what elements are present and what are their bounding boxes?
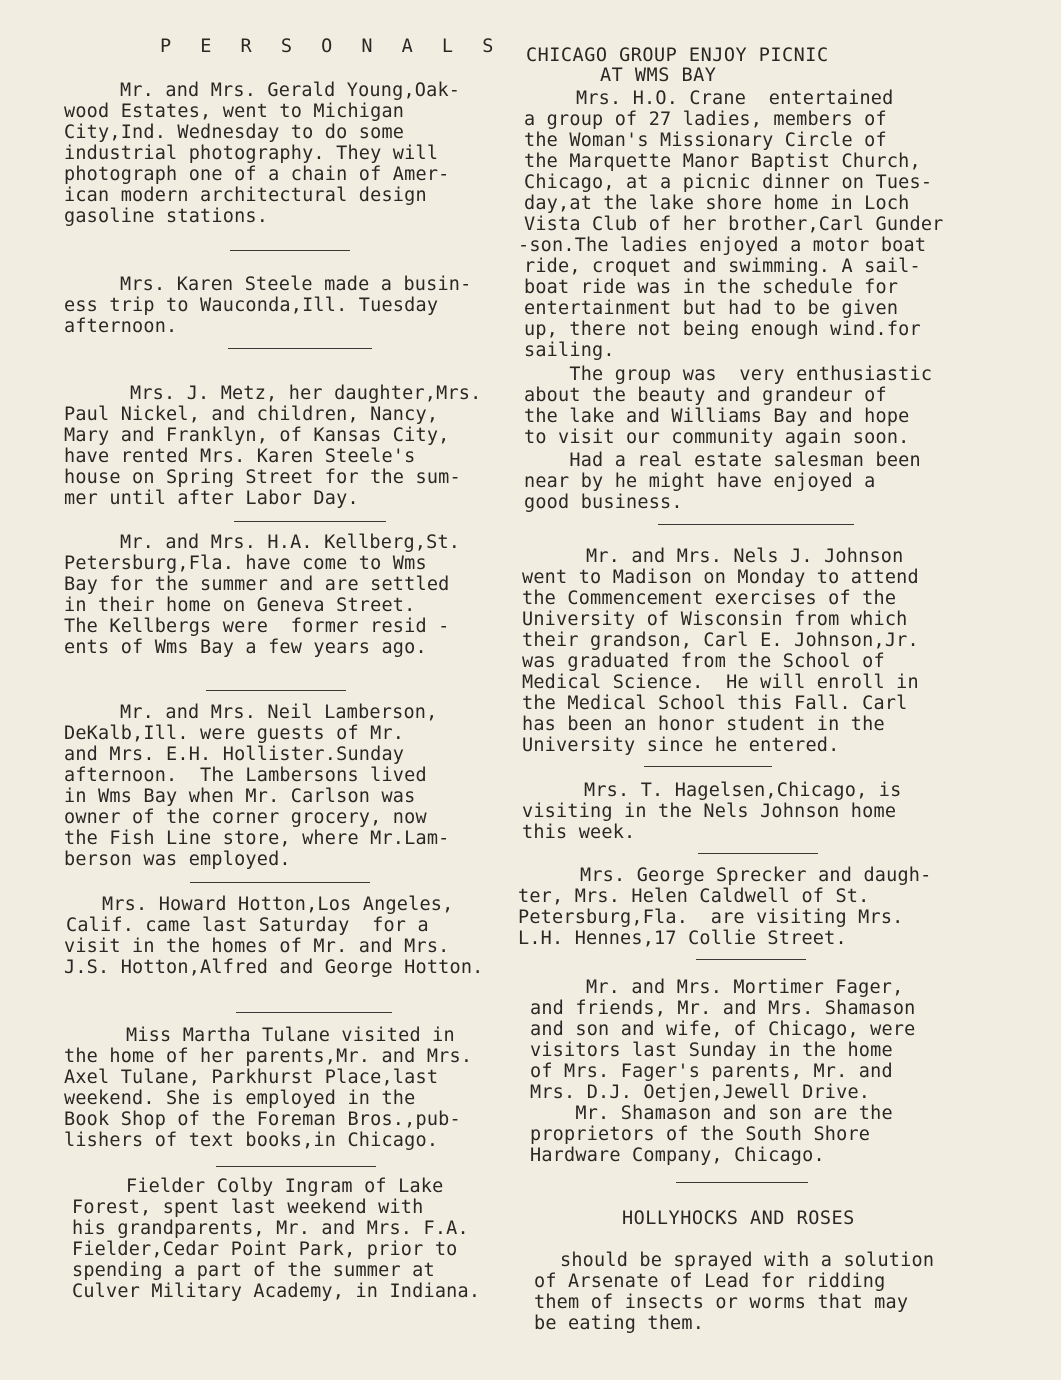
metz-line: mer until after Labor Day. [64,488,359,509]
metz-line: Paul Nickel, and children, Nancy, [64,404,439,425]
picnic-line: day,at the lake shore home in Loch [524,193,910,214]
picnic-line: ride, croquet and swimming. A sail- [524,256,921,277]
lamberson-line: in Wms Bay when Mr. Carlson was [64,786,416,807]
kellberg-line: The Kellbergs were former resid - [64,616,450,637]
separator-rule [190,882,370,883]
separator-rule [234,521,386,522]
separator-rule [230,250,350,251]
lamberson-line: afternoon. The Lambersons lived [64,765,427,786]
picnic-line: good business. [524,492,683,513]
kellberg-line: in their home on Geneva Street. [64,595,416,616]
ingram-line: Forest, spent last weekend with [72,1197,424,1218]
picnic-line: Vista Club of her brother,Carl Gunder [524,214,944,235]
metz-line: house on Spring Street for the sum- [64,467,461,488]
steele-line: afternoon. [64,316,178,337]
picnic-line: the Marquette Manor Baptist Church, [524,151,921,172]
ingram-line: Culver Military Academy, in Indiana. [72,1281,481,1302]
ingram-line: Fielder,Cedar Point Park, prior to [72,1239,458,1260]
hotton-line: Calif. came last Saturday for a [66,915,429,936]
ingram-line: his grandparents, Mr. and Mrs. F.A. [72,1218,469,1239]
fager-line: visitors last Sunday in the home [530,1040,893,1061]
hollyhocks-heading: HOLLYHOCKS AND ROSES [622,1208,855,1229]
tulane-line: Miss Martha Tulane visited in [126,1025,455,1046]
johnson-line: the Commencement exercises of the [522,588,897,609]
fager-line: and friends, Mr. and Mrs. Shamason [530,998,916,1019]
hagelsen-line: visiting in the Nels Johnson home [522,801,897,822]
picnic-line: Had a real estate salesman been [524,450,921,471]
lamberson-line: Mr. and Mrs. Neil Lamberson, [120,702,438,723]
separator-rule [228,348,372,349]
johnson-line: went to Madison on Monday to attend [522,567,919,588]
johnson-line: Mr. and Mrs. Nels J. Johnson [586,546,904,567]
fager-line: and son and wife, of Chicago, were [530,1019,916,1040]
kellberg-line: Petersburg,Fla. have come to Wms [64,553,427,574]
lamberson-line: berson was employed. [64,849,291,870]
johnson-line: University of Wisconsin from which [522,609,908,630]
picnic-line: near by he might have enjoyed a [524,471,876,492]
tulane-line: weekend. She is employed in the [64,1088,416,1109]
lamberson-line: the Fish Line store, where Mr.Lam- [64,828,450,849]
tulane-line: Axel Tulane, Parkhurst Place,last [64,1067,439,1088]
picnic-line: -son.The ladies enjoyed a motor boat [518,235,927,256]
johnson-line: has been an honor student in the [522,714,885,735]
picnic-line: a group of 27 ladies, members of [524,109,887,130]
fager-line: Mr. Shamason and son are the [530,1103,893,1124]
fager-line: Mrs. D.J. Oetjen,Jewell Drive. [530,1082,871,1103]
hollyhocks-line: be eating them. [534,1313,705,1334]
fager-line: Hardware Company, Chicago. [530,1145,825,1166]
fager-line: Mr. and Mrs. Mortimer Fager, [586,977,904,998]
metz-line: have rented Mrs. Karen Steele's [64,446,416,467]
separator-rule [658,524,854,525]
johnson-line: the Medical School this Fall. Carl [522,693,908,714]
ingram-line: spending a part of the summer at [72,1260,435,1281]
hagelsen-line: this week. [522,822,636,843]
picnic-title: CHICAGO GROUP ENJOY PICNIC [526,45,829,66]
sprecker-line: L.H. Hennes,17 Collie Street. [518,928,847,949]
separator-rule [698,853,818,854]
picnic-line: sailing. [524,340,615,361]
picnic-line: entertainment but had to be given [524,298,899,319]
hotton-line: Mrs. Howard Hotton,Los Angeles, [102,894,454,915]
picnic-line: to visit our community again soon. [524,427,910,448]
lamberson-line: DeKalb,Ill. were guests of Mr. [64,723,405,744]
young-line: Mr. and Mrs. Gerald Young,Oak- [120,80,461,101]
kellberg-line: Bay for the summer and are settled [64,574,450,595]
tulane-line: the home of her parents,Mr. and Mrs. [64,1046,473,1067]
personals-heading: P E R S O N A L S [160,36,503,57]
hollyhocks-line: them of insects or worms that may [534,1292,909,1313]
johnson-line: Medical Science. He will enroll in [522,672,919,693]
tulane-line: lishers of text books,in Chicago. [64,1130,439,1151]
hagelsen-line: Mrs. T. Hagelsen,Chicago, is [584,780,902,801]
picnic-line: Chicago, at a picnic dinner on Tues- [524,172,933,193]
hollyhocks-line: should be sprayed with a solution [560,1250,935,1271]
hotton-line: visit in the homes of Mr. and Mrs. [64,936,450,957]
separator-rule [696,959,806,960]
separator-rule [644,766,772,767]
picnic-title: AT WMS BAY [600,65,717,86]
hotton-line: J.S. Hotton,Alfred and George Hotton. [64,957,484,978]
young-line: gasoline stations. [64,206,269,227]
kellberg-line: Mr. and Mrs. H.A. Kellberg,St. [120,532,461,553]
fager-line: proprietors of the South Shore [530,1124,871,1145]
young-line: ican modern architectural design [64,185,427,206]
kellberg-line: ents of Wms Bay a few years ago. [64,637,427,658]
picnic-line: up, there not being enough wind.for [524,319,921,340]
separator-rule [676,1182,808,1183]
johnson-line: was graduated from the School of [522,651,885,672]
sprecker-line: Mrs. George Sprecker and daugh- [580,865,932,886]
fager-line: of Mrs. Fager's parents, Mr. and [530,1061,893,1082]
picnic-line: Mrs. H.O. Crane entertained [576,88,894,109]
sprecker-line: ter, Mrs. Helen Caldwell of St. [518,886,870,907]
johnson-line: their grandson, Carl E. Johnson,Jr. [522,630,919,651]
picnic-line: The group was very enthusiastic [524,364,933,385]
picnic-line: the Woman's Missionary Circle of [524,130,887,151]
steele-line: Mrs. Karen Steele made a busin- [120,274,472,295]
young-line: industrial photography. They will [64,143,439,164]
hollyhocks-line: of Arsenate of Lead for ridding [534,1271,886,1292]
separator-rule [236,1012,392,1013]
picnic-line: the lake and Williams Bay and hope [524,406,910,427]
separator-rule [216,1166,376,1167]
young-line: photograph one of a chain of Amer- [64,164,450,185]
ingram-line: Fielder Colby Ingram of Lake [126,1176,444,1197]
metz-line: Mrs. J. Metz, her daughter,Mrs. [130,383,482,404]
separator-rule [206,690,346,691]
young-line: City,Ind. Wednesday to do some [64,122,405,143]
lamberson-line: and Mrs. E.H. Hollister.Sunday [64,744,405,765]
metz-line: Mary and Franklyn, of Kansas City, [64,425,450,446]
picnic-line: boat ride was in the schedule for [524,277,899,298]
sprecker-line: Petersburg,Fla. are visiting Mrs. [518,907,904,928]
young-line: wood Estates, went to Michigan [64,101,405,122]
steele-line: ess trip to Wauconda,Ill. Tuesday [64,295,439,316]
lamberson-line: owner of the corner grocery, now [64,807,427,828]
johnson-line: University since he entered. [522,735,840,756]
tulane-line: Book Shop of the Foreman Bros.,pub- [64,1109,461,1130]
picnic-line: about the beauty and grandeur of [524,385,887,406]
